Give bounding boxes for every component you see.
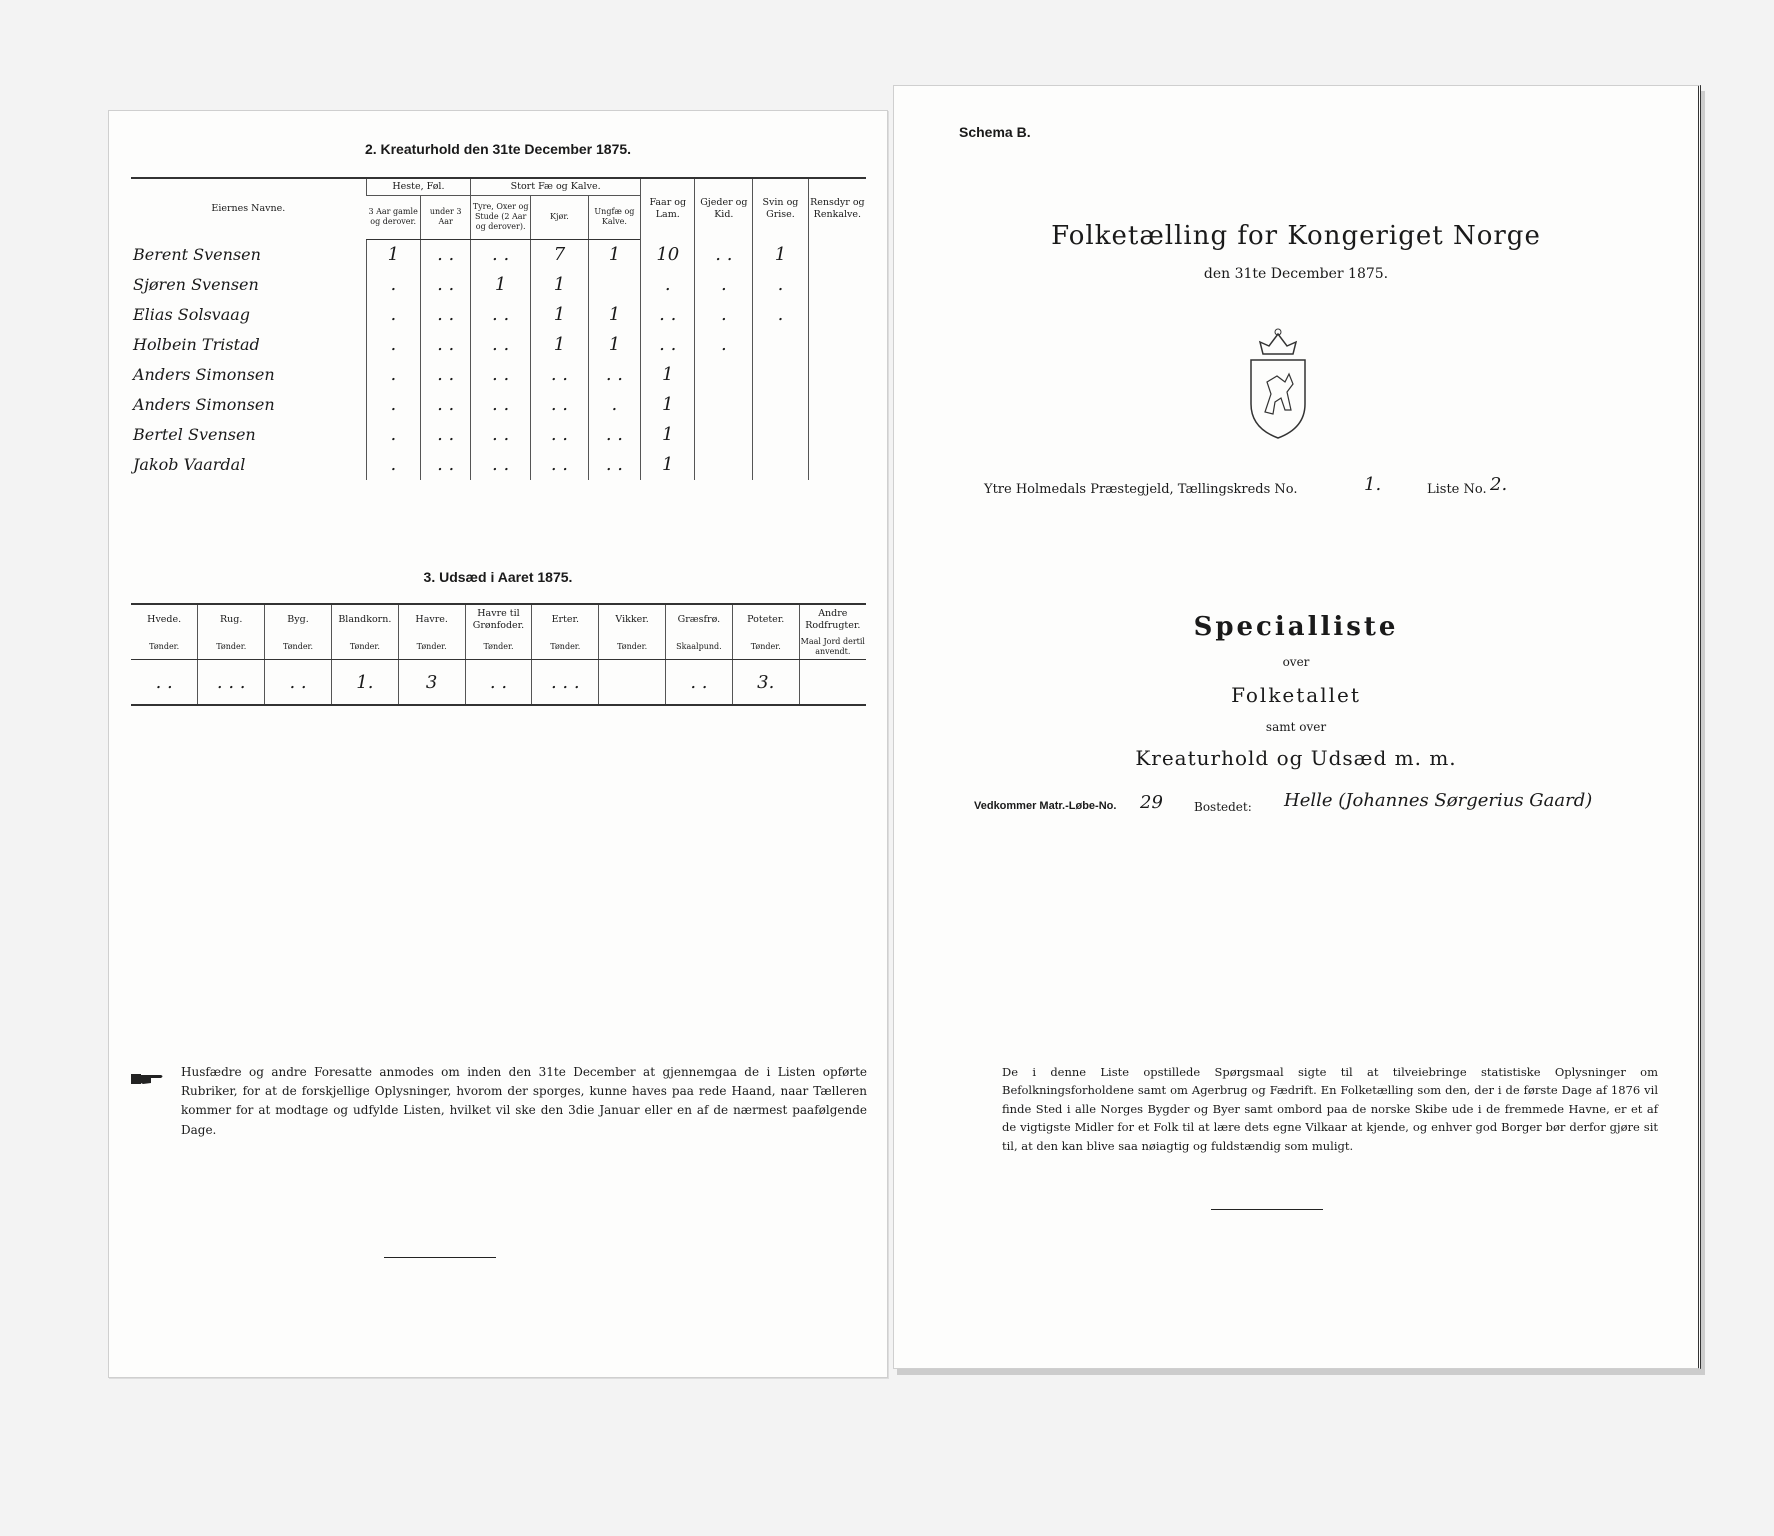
- header-reindeer: Rensdyr og Renkalve.: [808, 178, 866, 239]
- count-cell: . .: [421, 270, 471, 300]
- count-cell: 1: [753, 239, 809, 270]
- sowing-value: . .: [155, 671, 173, 693]
- header-horses-old: 3 Aar gamle og derover.: [366, 195, 420, 239]
- count-cell: . .: [531, 390, 589, 420]
- livestock-title: 2. Kreaturhold den 31te December 1875.: [364, 141, 632, 157]
- census-heading: Folketælling for Kongeriget Norge: [1051, 221, 1541, 251]
- sowing-header: Havre til Grønfoder.: [465, 604, 532, 635]
- count-cell: [753, 450, 809, 480]
- count-cell: . .: [641, 300, 695, 330]
- over-label: over: [1282, 655, 1310, 669]
- count-cell: [695, 390, 753, 420]
- count-cell: 1: [641, 450, 695, 480]
- count-cell: . .: [421, 239, 471, 270]
- count-cell: 1: [588, 330, 640, 360]
- sowing-header: Blandkorn.: [331, 604, 398, 635]
- kreaturhold-title: Kreaturhold og Udsæd m. m.: [1135, 746, 1457, 770]
- header-horses-young: under 3 Aar: [421, 195, 471, 239]
- sowing-unit: Tønder.: [331, 635, 398, 660]
- count-cell: [808, 300, 866, 330]
- count-cell: [753, 420, 809, 450]
- owner-name-cell: Bertel Svensen: [133, 425, 256, 445]
- sowing-value: . .: [465, 660, 532, 706]
- count-cell: . .: [471, 420, 531, 450]
- divider: [384, 1257, 496, 1258]
- sowing-header: Græsfrø.: [666, 604, 733, 635]
- count-cell: .: [366, 420, 420, 450]
- count-cell: .: [695, 330, 753, 360]
- count-cell: [808, 330, 866, 360]
- owner-name-cell: Holbein Tristad: [133, 335, 260, 355]
- table-row: [131, 270, 866, 300]
- count-cell: .: [588, 390, 640, 420]
- sowing-header: Andre Rodfrugter.: [799, 604, 866, 635]
- sowing-table: [131, 603, 866, 706]
- table-row: [131, 450, 866, 480]
- sowing-unit: Tønder.: [732, 635, 799, 660]
- sowing-unit: Tønder.: [198, 635, 265, 660]
- count-cell: 7: [531, 239, 589, 270]
- table-row: [131, 360, 866, 390]
- sowing-header: Vikker.: [599, 604, 666, 635]
- count-cell: 1: [588, 239, 640, 270]
- count-cell: .: [366, 450, 420, 480]
- count-cell: [808, 420, 866, 450]
- count-cell: .: [366, 330, 420, 360]
- count-cell: .: [366, 360, 420, 390]
- owner-name-cell: Anders Simonsen: [133, 395, 275, 415]
- count-cell: . .: [421, 450, 471, 480]
- header-pigs: Svin og Grise.: [753, 178, 809, 239]
- header-cattle-cows: Kjør.: [531, 195, 589, 239]
- sowing-unit: Tønder.: [532, 635, 599, 660]
- sowing-header: Poteter.: [732, 604, 799, 635]
- count-cell: . .: [471, 360, 531, 390]
- sowing-value: [799, 660, 866, 706]
- count-cell: [753, 330, 809, 360]
- sowing-unit: Tønder.: [131, 635, 198, 660]
- sowing-value: . .: [265, 660, 332, 706]
- count-cell: 1: [641, 420, 695, 450]
- count-cell: [695, 450, 753, 480]
- count-cell: . .: [588, 360, 640, 390]
- count-cell: [808, 360, 866, 390]
- instruction-note: Husfædre og andre Foresatte anmodes om inden den 31te December at gjennemgaa de i Listen opførte Rubriker, for at de forskjellige Oplysninger, hvorom der sporges, kunne haves paa rede Haand, naar Tælleren kommer for at modtage og udfylde Listen, hvilket vil ske den 3die Januar eller en af de nærmest paafølgende Dage.: [181, 1065, 867, 1137]
- count-cell: . .: [531, 420, 589, 450]
- pointing-hand-icon: [131, 1071, 165, 1087]
- owner-name-cell: Anders Simonsen: [133, 365, 275, 385]
- count-cell: 1: [531, 300, 589, 330]
- table-row: [131, 420, 866, 450]
- count-cell: . .: [421, 300, 471, 330]
- schema-label: Schema B.: [959, 124, 1031, 140]
- count-cell: .: [366, 270, 420, 300]
- census-paragraph: De i denne Liste opstillede Spørgsmaal sigte til at tilveiebringe statistiske Oplysninger om Befolkningsforholdene samt om Agerbrug og Fædrift. En Folketælling som den, der i de første Dage af 1876 vil finde Sted i alle Norges Bygder og Byer samt ombord paa de norske Skibe ude i de fremmede Havne, er et af de vigtigste Midler for et Folk til at lære dets egne Vilkaar at kjende, og enhver god Borger bør derfor gjøre sit til, at den kan blive saa nøiagtig og fuldstændig som muligt.: [1002, 1065, 1658, 1153]
- table-row: [131, 239, 866, 270]
- count-cell: . .: [471, 450, 531, 480]
- count-cell: .: [753, 270, 809, 300]
- divider: [1211, 1209, 1323, 1210]
- sowing-value: [599, 660, 666, 706]
- count-cell: 1: [531, 270, 589, 300]
- count-cell: 1: [471, 270, 531, 300]
- count-cell: .: [695, 270, 753, 300]
- owner-name-cell: Jakob Vaardal: [133, 455, 246, 475]
- sowing-unit: Maal Jord dertil anvendt.: [799, 635, 866, 660]
- count-cell: 1: [531, 330, 589, 360]
- sowing-unit: Skaalpund.: [666, 635, 733, 660]
- count-cell: [753, 390, 809, 420]
- sowing-title: 3. Udsæd i Aaret 1875.: [423, 569, 573, 585]
- sowing-header: Hvede.: [147, 614, 182, 626]
- sowing-value: . . .: [532, 660, 599, 706]
- sowing-value: . . .: [198, 660, 265, 706]
- header-cattle-bulls: Tyre, Oxer og Stude (2 Aar og derover).: [471, 195, 531, 239]
- folketallet-title: Folketallet: [1231, 683, 1361, 707]
- livestock-table: [131, 177, 866, 480]
- table-row: [131, 330, 866, 360]
- count-cell: [695, 420, 753, 450]
- count-cell: [588, 270, 640, 300]
- count-cell: .: [366, 300, 420, 330]
- count-cell: . .: [531, 450, 589, 480]
- table-row: [131, 390, 866, 420]
- count-cell: 1: [588, 300, 640, 330]
- samt-over-label: samt over: [1265, 720, 1327, 734]
- header-sheep: Faar og Lam.: [641, 178, 695, 239]
- census-date: den 31te December 1875.: [1203, 266, 1389, 282]
- count-cell: .: [695, 300, 753, 330]
- owner-name-cell: Elias Solsvaag: [133, 305, 251, 325]
- owner-name-cell: Berent Svensen: [133, 245, 261, 265]
- sowing-header: Erter.: [532, 604, 599, 635]
- count-cell: . .: [641, 330, 695, 360]
- count-cell: [808, 270, 866, 300]
- count-cell: [695, 360, 753, 390]
- count-cell: 1: [641, 360, 695, 390]
- sowing-value: 3: [398, 660, 465, 706]
- district-label: Ytre Holmedals Præstegjeld, Tællingskreds No.: [984, 482, 1298, 497]
- left-page: [108, 110, 888, 1378]
- liste-number: 2.: [1490, 474, 1508, 495]
- count-cell: [753, 360, 809, 390]
- sowing-value: 3.: [732, 660, 799, 706]
- bosted-label: Bostedet:: [1194, 800, 1252, 814]
- table-row: [131, 300, 866, 330]
- count-cell: . .: [471, 300, 531, 330]
- count-cell: . .: [531, 360, 589, 390]
- count-cell: . .: [471, 390, 531, 420]
- district-number: 1.: [1364, 474, 1382, 495]
- owner-name-cell: Sjøren Svensen: [133, 275, 259, 295]
- count-cell: [808, 450, 866, 480]
- count-cell: . .: [588, 420, 640, 450]
- count-cell: . .: [588, 450, 640, 480]
- count-cell: . .: [471, 239, 531, 270]
- sowing-header: Rug.: [198, 604, 265, 635]
- count-cell: . .: [421, 420, 471, 450]
- count-cell: . .: [471, 330, 531, 360]
- matr-number: 29: [1140, 792, 1163, 813]
- count-cell: .: [641, 270, 695, 300]
- sowing-unit: Tønder.: [465, 635, 532, 660]
- sowing-header: Byg.: [265, 604, 332, 635]
- header-cattle: Stort Fæ og Kalve.: [471, 178, 641, 195]
- coat-of-arms-icon: [1241, 324, 1315, 442]
- count-cell: [808, 239, 866, 270]
- sowing-header: Havre.: [398, 604, 465, 635]
- sowing-unit: Tønder.: [599, 635, 666, 660]
- liste-label: Liste No.: [1427, 482, 1487, 497]
- count-cell: [808, 390, 866, 420]
- count-cell: . .: [421, 330, 471, 360]
- sowing-unit: Tønder.: [265, 635, 332, 660]
- matr-label: Vedkommer Matr.-Løbe-No.: [974, 800, 1117, 812]
- count-cell: .: [366, 390, 420, 420]
- count-cell: . .: [421, 360, 471, 390]
- count-cell: 10: [641, 239, 695, 270]
- sowing-value: . .: [666, 660, 733, 706]
- header-horses: Heste, Føl.: [366, 178, 471, 195]
- count-cell: . .: [421, 390, 471, 420]
- specialliste-title: Specialliste: [1193, 612, 1399, 642]
- count-cell: 1: [366, 239, 420, 270]
- sowing-value: 1.: [331, 660, 398, 706]
- header-cattle-young: Ungfæ og Kalve.: [588, 195, 640, 239]
- header-owner: Eiernes Navne.: [211, 203, 286, 215]
- count-cell: 1: [641, 390, 695, 420]
- sowing-unit: Tønder.: [398, 635, 465, 660]
- bosted-value: Helle (Johannes Sørgerius Gaard): [1284, 790, 1593, 811]
- count-cell: .: [753, 300, 809, 330]
- header-goats: Gjeder og Kid.: [695, 178, 753, 239]
- right-page: [893, 85, 1701, 1369]
- count-cell: . .: [695, 239, 753, 270]
